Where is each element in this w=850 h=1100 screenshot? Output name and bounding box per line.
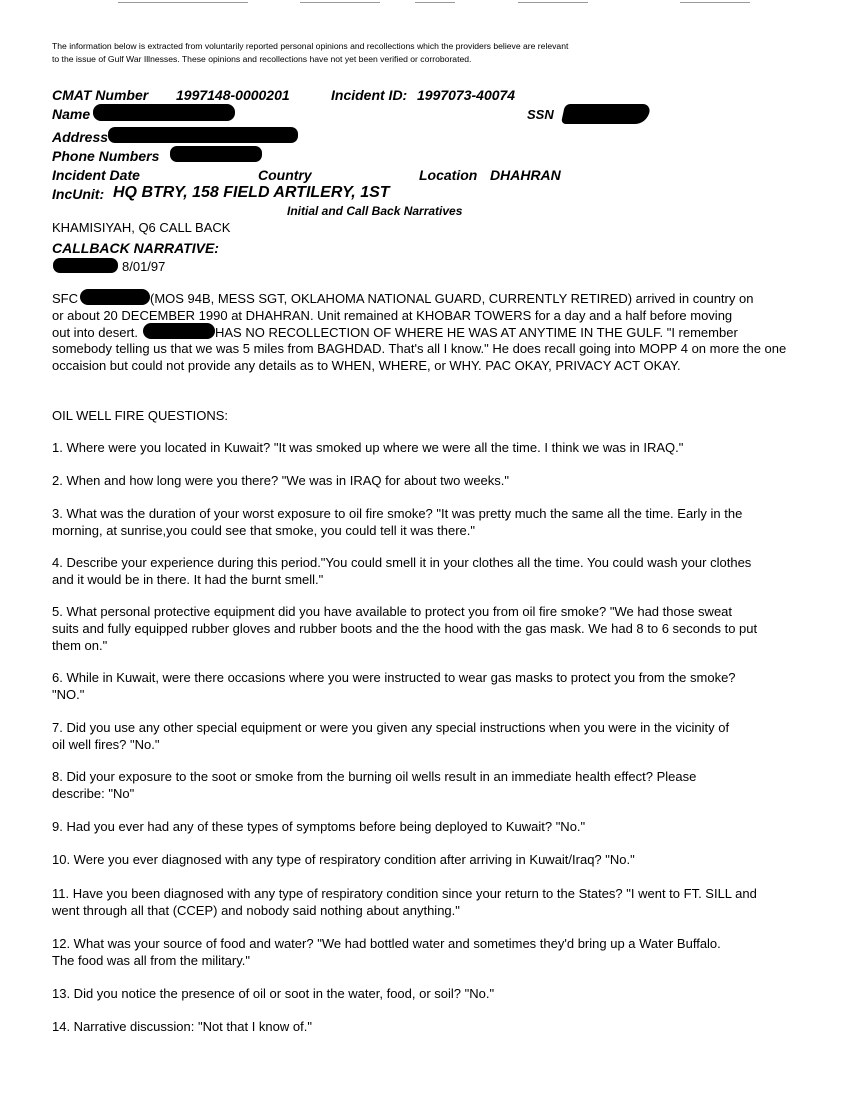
redaction-phone <box>170 146 262 162</box>
question-12: 12. What was your source of food and water? "We had bottled water and sometimes they'd bring up a Water Buffalo. The food was all from the military." <box>52 936 721 968</box>
question-7: 7. Did you use any other special equipment or were you given any special instructions when you were in the vicinity of oil well fires? "No." <box>52 720 730 752</box>
narratives-title: Initial and Call Back Narratives <box>287 204 463 218</box>
question-13: 13. Did you notice the presence of oil or soot in the water, food, or soil? "No." <box>52 986 495 1001</box>
incident-id-value: 1997073-40074 <box>417 87 516 103</box>
incunit-value: HQ BTRY, 158 FIELD ARTILERY, 1ST <box>113 184 390 201</box>
redaction-subject-2 <box>143 323 215 339</box>
p1-line3b: HAS NO RECOLLECTION OF WHERE HE WAS AT ANYTIME IN THE GULF. "I remember <box>215 325 738 340</box>
p1-line1: (MOS 94B, MESS SGT, OKLAHOMA NATIONAL GUARD, CURRENTLY RETIRED) arrived in country on <box>150 291 754 306</box>
country-label: Country <box>258 167 312 183</box>
question-3: 3. What was the duration of your worst exposure to oil fire smoke? "It was pretty much the same all the time. Early in the morning, at sunrise,you could see that smoke, you could tell it was there." <box>52 506 743 538</box>
redaction-ssn <box>561 104 651 124</box>
scan-line <box>518 2 588 3</box>
redaction-address <box>108 127 298 143</box>
redaction-interviewer <box>53 258 118 273</box>
scan-line <box>680 2 750 3</box>
question-10: 10. Were you ever diagnosed with any type of respiratory condition after arriving in Kuwait/Iraq? "No." <box>52 852 635 867</box>
question-11: 11. Have you been diagnosed with any type of respiratory condition since your return to the States? "I went to FT. SILL and went through all that (CCEP) and nobody said nothing about anything." <box>52 886 757 918</box>
location-value: DHAHRAN <box>490 167 561 183</box>
callback-title: CALLBACK NARRATIVE: <box>52 240 219 256</box>
callback-date: 8/01/97 <box>122 259 166 274</box>
p1-line2: or about 20 DECEMBER 1990 at DHAHRAN. Unit remained at KHOBAR TOWERS for a day and a half before moving <box>52 308 733 323</box>
question-5: 5. What personal protective equipment did you have available to protect you from oil fire smoke? "We had those sweat suits and fully equipped rubber gloves and rubber boots and the the hood with the gas mask. We had 8 to 6 seconds to put them on." <box>52 604 758 653</box>
cmat-label: CMAT Number <box>52 87 149 103</box>
p1-rest: somebody telling us that we was 5 miles from BAGHDAD. That's all I know." He does recall going into MOPP 4 on more the one occaision but could not provide any details as to WHEN, WHERE, or WHY. PAC OKAY, PRIVACY ACT OKAY. <box>52 341 787 373</box>
incident-id-label: Incident ID: <box>331 87 408 103</box>
p1-line3a: out into desert. <box>52 325 138 340</box>
address-label: Address <box>52 129 109 145</box>
ssn-label: SSN <box>527 107 554 122</box>
scan-line <box>415 2 455 3</box>
question-2: 2. When and how long were you there? "We was in IRAQ for about two weeks." <box>52 473 509 488</box>
disclaimer: The information below is extracted from voluntarily reported personal opinions and recollections which the providers believe are relevant to the issue of Gulf War Illnesses. These opinions and recollections have not yet been verified or corroborated. <box>52 41 569 64</box>
question-8: 8. Did your exposure to the soot or smoke from the burning oil wells result in an immediate health effect? Please describe: "No" <box>52 769 697 801</box>
name-label: Name <box>52 106 91 122</box>
location-label: Location <box>419 167 478 183</box>
p1-prefix: SFC <box>52 291 78 306</box>
incident-date-label: Incident Date <box>52 167 140 183</box>
question-9: 9. Had you ever had any of these types of symptoms before being deployed to Kuwait? "No." <box>52 819 586 834</box>
question-1: 1. Where were you located in Kuwait? "It was smoked up where we were all the time. I think we was in IRAQ." <box>52 440 684 455</box>
redaction-name <box>93 104 235 121</box>
phone-label: Phone Numbers <box>52 148 160 164</box>
scan-line <box>118 2 248 3</box>
question-6: 6. While in Kuwait, were there occasions where you were instructed to wear gas masks to protect you from the smoke? "NO." <box>52 670 736 702</box>
place-line: KHAMISIYAH, Q6 CALL BACK <box>52 220 231 235</box>
scan-line <box>300 2 380 3</box>
question-4: 4. Describe your experience during this period."You could smell it in your clothes all the time. You could wash your clothes and it would be in there. It had the burnt smell." <box>52 555 752 587</box>
question-14: 14. Narrative discussion: "Not that I know of." <box>52 1019 312 1034</box>
oil-well-title: OIL WELL FIRE QUESTIONS: <box>52 408 229 423</box>
incunit-label: IncUnit: <box>52 186 105 202</box>
cmat-value: 1997148-0000201 <box>176 87 290 103</box>
redaction-subject <box>80 289 150 305</box>
